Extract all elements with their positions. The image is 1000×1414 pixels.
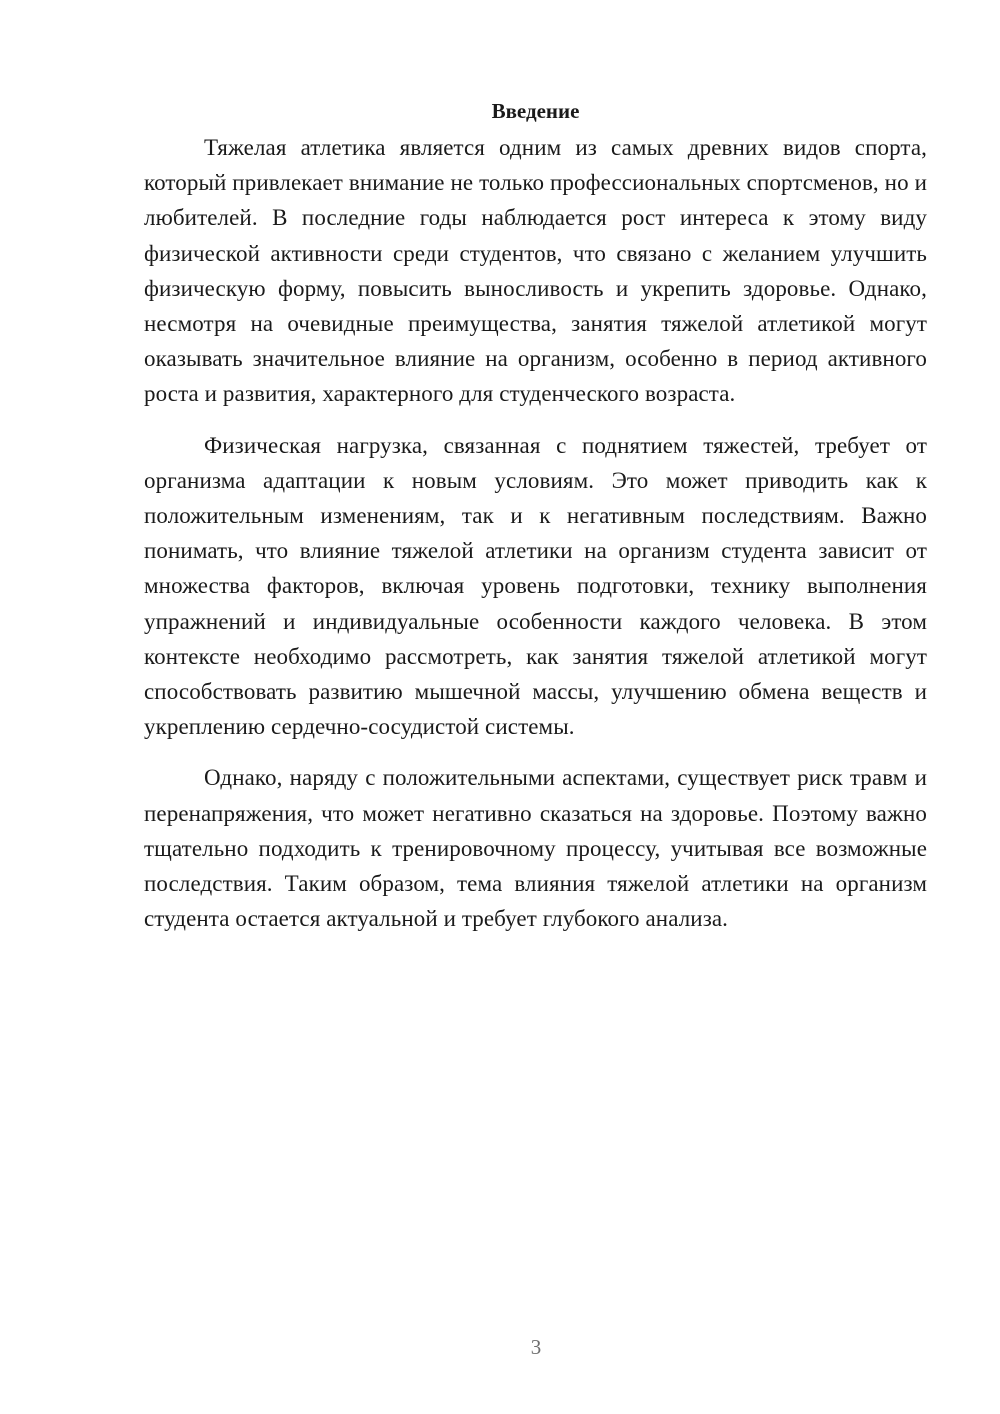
section-heading: Введение (491, 99, 580, 123)
page-number: 3 (530, 1335, 542, 1359)
paragraph-2: Физическая нагрузка, связанная с поднятием тяжестей, требует от организма адаптации к новым условиям. Это может приводить как к положительным изменениям, так и к негативным последствиям. Важно понимать, что влияние тяжелой атлетики на организм студента зависит от множества факторов, включая уровень подготовки, технику выполнения упражнений и индивидуальные особенности каждого человека. В этом контексте необходимо рассмотреть, как занятия тяжелой атлетикой могут способствовать развитию мышечной массы, улучшению обмена веществ и укреплению сердечно-сосудистой системы. (144, 432, 927, 740)
page-content (144, 96, 927, 952)
paragraph-3: Однако, наряду с положительными аспектами, существует риск травм и перенапряжения, что может негативно сказаться на здоровье. Поэтому важно тщательно подходить к тренировочному процессу, учитывая все возможные последствия. Таким образом, тема влияния тяжелой атлетики на организм студента остается актуальной и требует глубокого анализа. (144, 765, 927, 932)
paragraph-1: Тяжелая атлетика является одним из самых древних видов спорта, который привлекает внимание не только профессиональных спортсменов, но и любителей. В последние годы наблюдается рост интереса к этому виду физической активности среди студентов, что связано с желанием улучшить физическую форму, повысить выносливость и укрепить здоровье. Однако, несмотря на очевидные преимущества, занятия тяжелой атлетикой могут оказывать значительное влияние на организм, особенно в период активного роста и развития, характерного для студенческого возраста. (144, 135, 927, 407)
